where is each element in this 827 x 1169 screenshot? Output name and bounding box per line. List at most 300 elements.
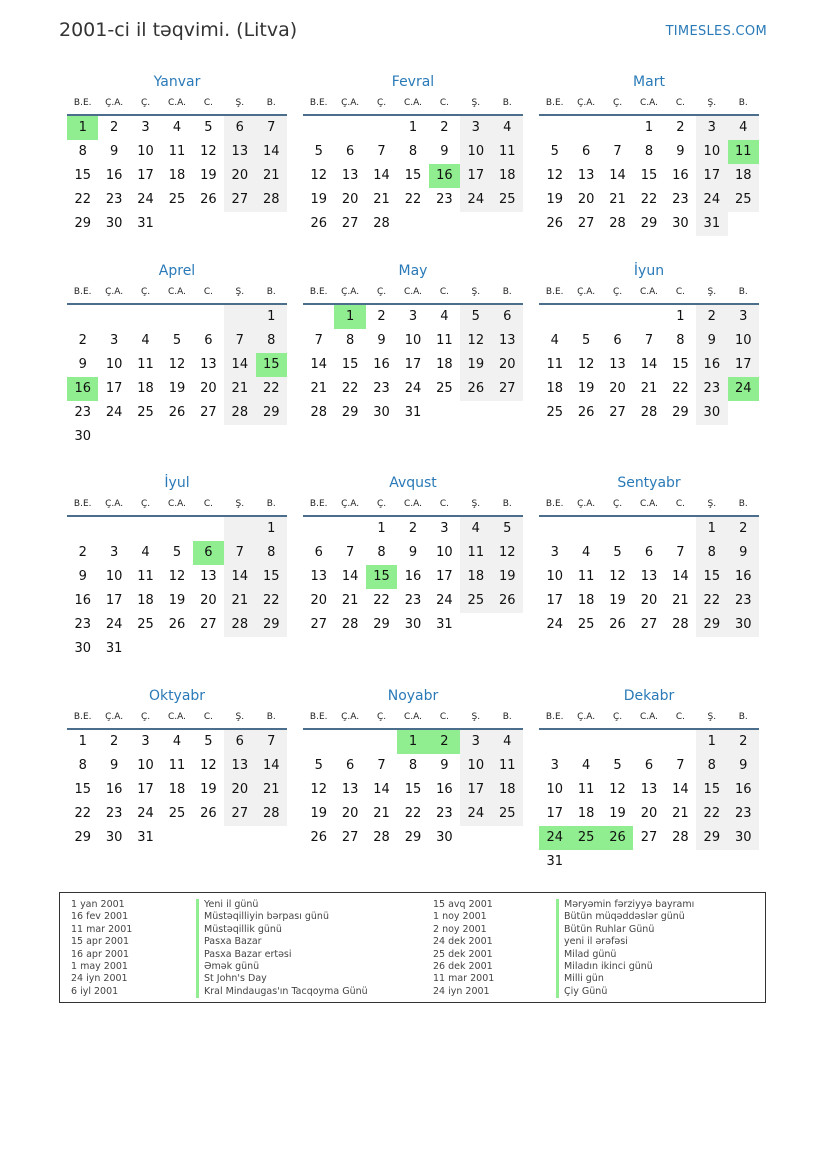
day-cell: 6 (644, 758, 654, 773)
weekday-label: Ç.A. (341, 287, 360, 297)
day-cell: 12 (546, 168, 563, 183)
empty-cell (460, 212, 491, 236)
day-cell: 10 (546, 569, 563, 584)
day-cell: 1 (256, 305, 287, 329)
day-cell: 23 (404, 593, 422, 608)
day-cell: 20 (609, 381, 626, 396)
month-name: Aprel (158, 263, 196, 279)
day-cell: 6 (613, 333, 622, 348)
day-cell: 28 (640, 405, 658, 420)
day-cell: 9 (440, 144, 449, 159)
day-cell: 10 (436, 545, 453, 560)
empty-cell (224, 637, 255, 661)
empty-cell (224, 425, 255, 449)
day-cell: 15 (366, 565, 397, 589)
day-cell: 21 (672, 593, 689, 608)
day-cell: 26 (577, 405, 595, 420)
day-cell: 16 (429, 164, 460, 188)
weekday-label: Ş. (707, 287, 717, 297)
day-cell: 8 (696, 541, 727, 565)
day-cell: 15 (640, 168, 658, 183)
day-cell: 7 (224, 329, 255, 353)
day-cell: 13 (492, 329, 523, 353)
weekday-label: B. (266, 499, 276, 509)
weekday-label: B.E. (309, 499, 328, 509)
day-cell: 22 (640, 192, 658, 207)
empty-cell (303, 730, 334, 754)
day-cell: 6 (644, 545, 654, 560)
day-cell: 21 (224, 589, 255, 613)
day-cell: 17 (546, 806, 563, 821)
day-cell: 11 (168, 144, 186, 159)
legend-date: 16 fev 2001 (71, 911, 129, 923)
day-cell: 2 (429, 730, 460, 754)
weekday-label: B.E. (545, 98, 564, 108)
day-cell: 7 (676, 758, 685, 773)
weekday-label: C. (675, 712, 685, 722)
weekday-label: C.A. (639, 287, 658, 297)
day-grid (303, 116, 523, 236)
day-cell: 9 (408, 545, 418, 560)
weekday-label: C. (203, 98, 213, 108)
weekday-label: Ç.A. (105, 98, 124, 108)
day-cell: 18 (728, 164, 759, 188)
day-cell: 27 (640, 617, 658, 632)
legend-holiday-name: Çiy Günü (556, 986, 694, 998)
empty-cell (633, 305, 664, 329)
day-cell: 12 (200, 144, 217, 159)
day-cell: 5 (204, 734, 213, 749)
day-cell: 26 (200, 192, 217, 207)
day-cell: 29 (256, 613, 287, 637)
weekday-label: C. (675, 98, 685, 108)
weekday-label: Ç. (612, 499, 623, 509)
weekday-label: Ş. (235, 499, 245, 509)
day-cell: 7 (377, 758, 386, 773)
day-cell: 5 (204, 120, 213, 135)
empty-cell (570, 517, 601, 541)
weekday-header (67, 495, 287, 517)
day-cell: 4 (141, 545, 150, 560)
empty-cell (98, 305, 129, 329)
month-name: İyun (633, 263, 665, 279)
day-cell: 27 (341, 216, 359, 231)
day-cell: 4 (141, 333, 150, 348)
day-cell: 4 (581, 545, 591, 560)
day-cell: 31 (546, 854, 563, 869)
empty-cell (665, 730, 696, 754)
empty-cell (570, 730, 601, 754)
day-cell: 27 (200, 617, 217, 632)
day-cell: 8 (676, 333, 685, 348)
weekday-header (539, 94, 759, 116)
day-cell: 23 (105, 192, 123, 207)
day-cell: 20 (310, 593, 327, 608)
day-grid (67, 305, 287, 449)
day-cell: 1 (644, 120, 654, 135)
day-cell: 30 (728, 826, 759, 850)
empty-cell (98, 425, 129, 449)
day-cell: 28 (672, 830, 689, 845)
empty-cell (130, 425, 161, 449)
day-cell: 14 (672, 782, 689, 797)
day-cell: 14 (224, 353, 255, 377)
day-cell: 12 (492, 541, 523, 565)
day-cell: 21 (341, 593, 359, 608)
day-cell: 22 (404, 806, 422, 821)
day-cell: 15 (696, 778, 727, 802)
day-cell: 17 (460, 778, 491, 802)
weekday-header (303, 283, 523, 305)
day-cell: 30 (696, 401, 727, 425)
day-cell: 20 (640, 593, 658, 608)
day-cell: 29 (373, 617, 390, 632)
day-cell: 29 (404, 830, 422, 845)
day-cell: 22 (672, 381, 689, 396)
day-cell: 26 (492, 589, 523, 613)
day-cell: 11 (577, 782, 595, 797)
month-8 (303, 471, 523, 637)
weekday-header (303, 708, 523, 730)
day-cell: 22 (696, 589, 727, 613)
day-cell: 2 (78, 333, 87, 348)
weekday-label: B. (738, 499, 748, 509)
day-grid (539, 116, 759, 236)
day-cell: 17 (137, 168, 154, 183)
weekday-label: Ç. (376, 287, 387, 297)
month-10 (67, 684, 287, 850)
day-cell: 22 (404, 192, 422, 207)
day-cell: 13 (609, 357, 626, 372)
day-cell: 8 (256, 329, 287, 353)
weekday-label: Ş. (235, 287, 245, 297)
day-cell: 7 (345, 545, 355, 560)
day-cell: 14 (672, 569, 689, 584)
day-cell: 11 (492, 140, 523, 164)
month-name: May (398, 263, 428, 279)
day-cell: 10 (460, 754, 491, 778)
day-cell: 3 (460, 730, 491, 754)
empty-cell (492, 613, 523, 637)
empty-cell (570, 305, 601, 329)
day-cell: 1 (408, 120, 418, 135)
legend-date: 24 iyn 2001 (71, 973, 128, 985)
empty-cell (602, 517, 633, 541)
empty-cell (224, 305, 255, 329)
month-name: Mart (633, 74, 665, 90)
day-cell: 28 (224, 401, 255, 425)
weekday-label: B. (266, 287, 276, 297)
empty-cell (633, 517, 664, 541)
day-cell: 19 (609, 593, 626, 608)
day-cell: 8 (78, 758, 87, 773)
day-cell: 30 (74, 429, 91, 444)
day-cell: 29 (640, 216, 658, 231)
empty-cell (193, 517, 224, 541)
day-cell: 13 (224, 754, 255, 778)
day-cell: 9 (728, 754, 759, 778)
day-cell: 11 (546, 357, 563, 372)
day-cell: 13 (310, 569, 327, 584)
day-cell: 9 (78, 569, 87, 584)
empty-cell (334, 517, 365, 541)
day-cell: 4 (550, 333, 559, 348)
day-cell: 25 (570, 826, 601, 850)
day-cell: 18 (168, 168, 186, 183)
day-cell: 21 (373, 192, 390, 207)
weekday-label: Ç.A. (341, 712, 360, 722)
day-cell: 24 (546, 617, 563, 632)
day-cell: 16 (696, 353, 727, 377)
empty-cell (256, 637, 287, 661)
weekday-label: Ş. (707, 712, 717, 722)
day-cell: 31 (137, 216, 154, 231)
day-cell: 1 (377, 521, 386, 536)
weekday-label: C.A. (403, 98, 422, 108)
day-cell: 8 (408, 758, 418, 773)
legend-date: 11 mar 2001 (433, 973, 495, 985)
day-cell: 21 (672, 806, 689, 821)
legend-date: 15 apr 2001 (71, 936, 130, 948)
day-cell: 14 (373, 168, 390, 183)
empty-cell (397, 212, 428, 236)
day-cell: 29 (672, 405, 689, 420)
day-cell: 14 (256, 140, 287, 164)
day-cell: 5 (460, 305, 491, 329)
day-cell: 29 (696, 826, 727, 850)
weekday-label: Ş. (471, 98, 481, 108)
day-cell: 13 (341, 168, 359, 183)
day-cell: 22 (74, 192, 91, 207)
day-cell: 23 (436, 192, 453, 207)
day-cell: 28 (672, 617, 689, 632)
legend-date: 26 dek 2001 (433, 961, 493, 973)
day-cell: 9 (728, 541, 759, 565)
day-cell: 26 (200, 806, 217, 821)
weekday-label: Ç.A. (341, 98, 360, 108)
month-name: Sentyabr (617, 475, 681, 491)
day-cell: 20 (224, 164, 255, 188)
legend-date: 11 mar 2001 (71, 923, 133, 935)
day-cell: 11 (577, 569, 595, 584)
day-cell: 2 (696, 305, 727, 329)
weekday-label: C. (203, 499, 213, 509)
day-cell: 18 (577, 593, 595, 608)
day-cell: 18 (546, 381, 563, 396)
day-cell: 1 (696, 730, 727, 754)
day-cell: 25 (492, 188, 523, 212)
empty-cell (460, 613, 491, 637)
day-cell: 10 (105, 357, 123, 372)
weekday-label: Ş. (471, 499, 481, 509)
weekday-label: C.A. (167, 499, 186, 509)
day-cell: 19 (310, 806, 327, 821)
day-cell: 15 (672, 357, 689, 372)
weekday-header (539, 708, 759, 730)
empty-cell (728, 850, 759, 874)
day-cell: 19 (168, 381, 186, 396)
day-cell: 31 (696, 212, 727, 236)
day-cell: 5 (314, 144, 323, 159)
legend-date: 25 dek 2001 (433, 948, 493, 960)
day-cell: 31 (137, 830, 154, 845)
day-cell: 25 (436, 381, 453, 396)
weekday-label: Ç.A. (105, 499, 124, 509)
day-cell: 9 (109, 758, 119, 773)
weekday-label: Ş. (471, 712, 481, 722)
day-cell: 18 (492, 164, 523, 188)
day-cell: 17 (728, 353, 759, 377)
legend-date: 15 avq 2001 (433, 899, 493, 910)
day-cell: 25 (460, 589, 491, 613)
day-cell: 18 (137, 593, 154, 608)
site-link[interactable]: TIMESLES.COM (665, 24, 767, 39)
weekday-label: Ç. (140, 98, 151, 108)
day-cell: 2 (377, 309, 386, 324)
empty-cell (193, 826, 224, 850)
day-cell: 2 (109, 120, 119, 135)
legend-holiday-name: Əmək günü (196, 961, 368, 973)
day-cell: 27 (577, 216, 595, 231)
weekday-label: Ç. (140, 287, 151, 297)
empty-cell (67, 517, 98, 541)
day-cell: 1 (696, 517, 727, 541)
weekday-label: C.A. (639, 499, 658, 509)
day-cell: 3 (141, 120, 150, 135)
empty-cell (130, 637, 161, 661)
day-grid (539, 730, 759, 874)
day-cell: 28 (256, 802, 287, 826)
day-cell: 1 (78, 734, 87, 749)
weekday-label: B.E. (73, 712, 92, 722)
day-cell: 7 (256, 116, 287, 140)
page-title: 2001-ci il təqvimi. (Litva) (59, 19, 298, 41)
day-cell: 23 (696, 377, 727, 401)
day-cell: 19 (546, 192, 563, 207)
day-cell: 29 (256, 401, 287, 425)
day-cell: 26 (609, 617, 626, 632)
day-cell: 7 (224, 541, 255, 565)
empty-cell (539, 305, 570, 329)
legend-right-names (556, 899, 694, 998)
day-cell: 16 (105, 782, 123, 797)
month-1 (67, 70, 287, 236)
day-cell: 13 (577, 168, 595, 183)
day-cell: 15 (696, 565, 727, 589)
day-cell: 31 (105, 641, 123, 656)
day-cell: 28 (609, 216, 626, 231)
weekday-label: Ş. (471, 287, 481, 297)
empty-cell (98, 517, 129, 541)
weekday-label: Ç.A. (577, 712, 596, 722)
day-cell: 2 (408, 521, 418, 536)
day-cell: 25 (168, 192, 186, 207)
day-cell: 11 (137, 357, 154, 372)
day-cell: 27 (200, 405, 217, 420)
day-cell: 10 (696, 140, 727, 164)
empty-cell (130, 305, 161, 329)
weekday-label: Ç. (140, 712, 151, 722)
weekday-label: C. (439, 98, 449, 108)
legend-holiday-name: Müstəqilliyin bərpası günü (196, 911, 368, 923)
empty-cell (665, 850, 696, 874)
day-cell: 22 (341, 381, 359, 396)
day-cell: 15 (404, 782, 422, 797)
day-cell: 24 (436, 593, 453, 608)
day-cell: 6 (224, 730, 255, 754)
legend-holiday-name: Milad günü (556, 949, 694, 961)
weekday-label: Ş. (707, 499, 717, 509)
legend-date: 1 yan 2001 (71, 899, 125, 910)
day-cell: 15 (404, 168, 422, 183)
weekday-label: C. (439, 287, 449, 297)
day-cell: 13 (640, 782, 658, 797)
empty-cell (161, 425, 192, 449)
weekday-label: B.E. (545, 712, 564, 722)
month-name: Dekabr (623, 688, 675, 704)
day-cell: 9 (676, 144, 685, 159)
day-cell: 25 (492, 802, 523, 826)
month-name: Oktyabr (148, 688, 206, 704)
day-cell: 1 (676, 309, 685, 324)
day-grid (539, 517, 759, 637)
day-cell: 31 (436, 617, 453, 632)
weekday-label: Ç.A. (577, 98, 596, 108)
empty-cell (161, 517, 192, 541)
day-cell: 4 (492, 730, 523, 754)
weekday-label: C. (439, 712, 449, 722)
legend-date: 1 may 2001 (71, 961, 128, 973)
day-cell: 14 (341, 569, 359, 584)
day-cell: 12 (168, 357, 186, 372)
day-cell: 28 (224, 613, 255, 637)
day-cell: 3 (141, 734, 150, 749)
day-cell: 30 (74, 641, 91, 656)
day-cell: 3 (408, 309, 418, 324)
day-cell: 24 (105, 405, 123, 420)
day-cell: 15 (74, 168, 91, 183)
day-cell: 27 (609, 405, 626, 420)
day-cell: 3 (550, 758, 559, 773)
day-cell: 13 (640, 569, 658, 584)
day-cell: 4 (581, 758, 591, 773)
weekday-label: B. (266, 712, 276, 722)
weekday-label: C.A. (403, 499, 422, 509)
weekday-label: B.E. (309, 712, 328, 722)
empty-cell (539, 517, 570, 541)
legend-holiday-name: Məryəmin fərziyyə bayramı (556, 899, 694, 911)
day-cell: 18 (492, 778, 523, 802)
day-cell: 3 (460, 116, 491, 140)
day-cell: 4 (460, 517, 491, 541)
day-cell: 3 (696, 116, 727, 140)
empty-cell (570, 116, 601, 140)
day-cell: 11 (728, 140, 759, 164)
empty-cell (303, 517, 334, 541)
day-cell: 3 (109, 545, 119, 560)
day-cell: 26 (546, 216, 563, 231)
day-cell: 23 (728, 589, 759, 613)
day-cell: 25 (546, 405, 563, 420)
empty-cell (334, 116, 365, 140)
empty-cell (130, 517, 161, 541)
day-cell: 5 (581, 333, 591, 348)
day-cell: 11 (436, 333, 453, 348)
empty-cell (224, 517, 255, 541)
day-cell: 20 (640, 806, 658, 821)
day-cell: 9 (696, 329, 727, 353)
weekday-label: B.E. (545, 287, 564, 297)
